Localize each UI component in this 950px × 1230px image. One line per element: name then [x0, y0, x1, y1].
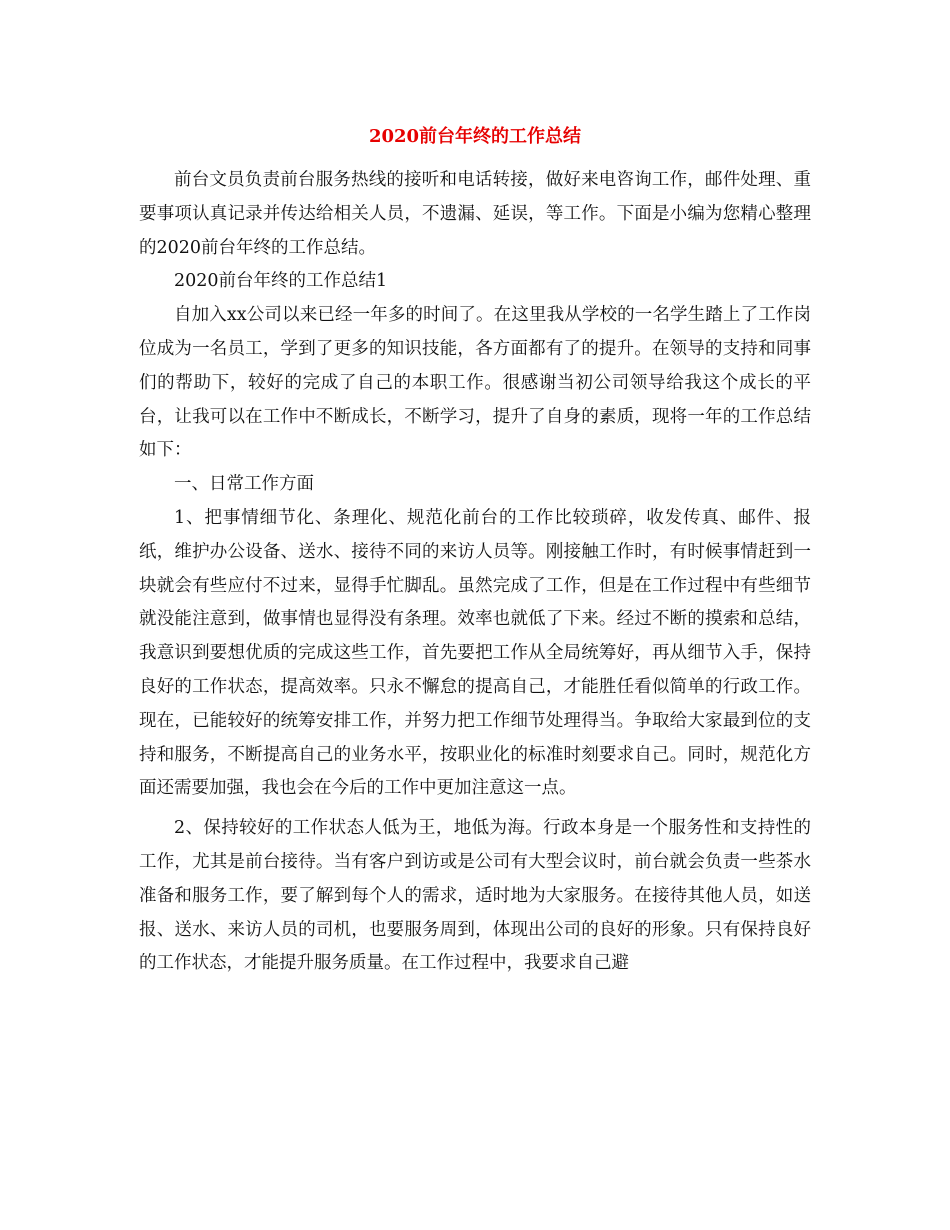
body-paragraph: 2、保持较好的工作状态人低为王，地低为海。行政本身是一个服务性和支持性的工作，尤其是前台接待。当有客户到访或是公司有大型会议时，前台就会负责一些茶水准备和服务工作，要了解到每个人的需求，适时地为大家服务。在接待其他人员，如送报、送水、来访人员的司机，也要服务周到，体现出公司的良好的形象。只有保持良好的工作状态，才能提升服务质量。在工作过程中，我要求自己避 [139, 818, 811, 974]
body-paragraph: 1、把事情细节化、条理化、规范化前台的工作比较琐碎，收发传真、邮件、报纸，维护办公设备、送水、接待不同的来访人员等。刚接触工作时，有时候事情赶到一块就会有些应付不过来，显得手忙脚乱。虽然完成了工作，但是在工作过程中有些细节就没能注意到，做事情也显得没有条理。效率也就低了下来。经过不断的摸索和总结，我意识到要想优质的完成这些工作，首先要把工作从全局统筹好，再从细节入手，保持良好的工作状态，提高效率。只永不懈怠的提高自己，才能胜任看似简单的行政工作。现在，已能较好的统筹安排工作，并努力把工作细节处理得当。争取给大家最到位的支持和服务，不断提高自己的业务水平，按职业化的标准时刻要求自己。同时，规范化方面还需要加强，我也会在今后的工作中更加注意这一点。 [139, 507, 811, 799]
document-body [139, 164, 811, 981]
body-paragraph: 自加入xx公司以来已经一年多的时间了。在这里我从学校的一名学生踏上了工作岗位成为一名员工，学到了更多的知识技能，各方面都有了的提升。在领导的支持和同事们的帮助下，较好的完成了自己的本职工作。很感谢当初公司领导给我这个成长的平台，让我可以在工作中不断成长，不断学习，提升了自身的素质，现将一年的工作总结如下： [139, 305, 811, 461]
document-title: 2020前台年终的工作总结 [368, 126, 582, 147]
section-heading: 2020前台年终的工作总结1 [174, 271, 388, 292]
intro-paragraph: 前台文员负责前台服务热线的接听和电话转接，做好来电咨询工作，邮件处理、重要事项认真记录并传达给相关人员，不遗漏、延误，等工作。下面是小编为您精心整理的2020前台年终的工作总结。 [139, 170, 811, 258]
subsection-heading: 一、日常工作方面 [174, 474, 314, 495]
